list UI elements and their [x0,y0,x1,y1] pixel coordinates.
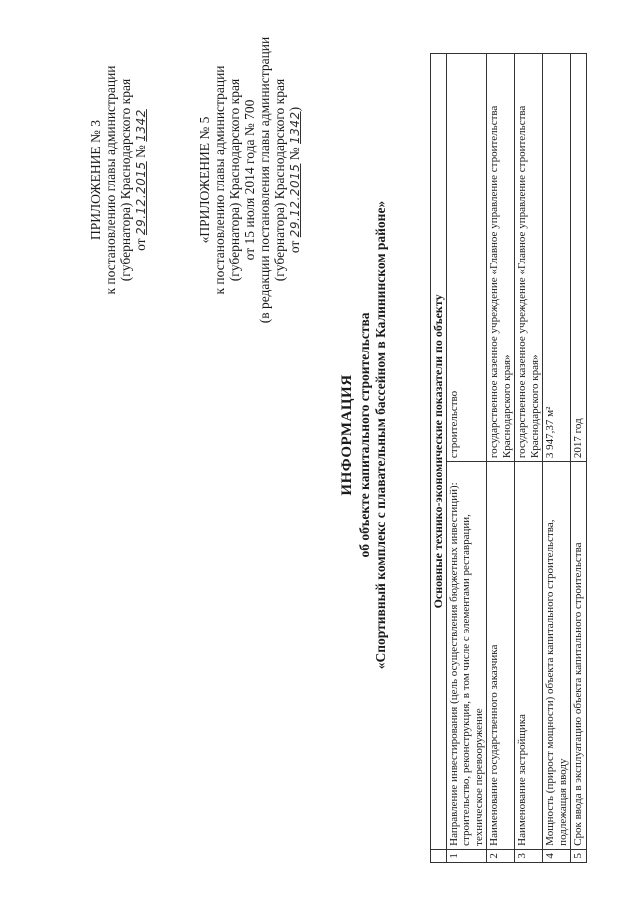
document-heading [338,125,389,745]
table-row [487,54,515,863]
document-subtitle-2: «Спортивный комплекс с плавательным бассейном в Калининском районе» [373,200,388,670]
number-prefix: № [133,145,148,158]
indicators-table [430,53,587,863]
appendix-5-block [197,15,303,345]
appendix-3-line-2: (губернатора) Краснодарского края [118,78,133,282]
table-row [543,54,571,863]
appendix-5-line-1: к постановлению главы администрации [212,65,227,295]
handwritten-date: 29.12.2015 [288,163,302,238]
row-number: 3 [515,849,543,862]
handwritten-date: 29.12.2015 [134,161,148,236]
appendix-5-line-5: (губернатора) Краснодарского края [272,78,287,282]
row-value: 3 947,37 м² [543,54,571,462]
row-number: 4 [543,849,571,862]
row-number: 5 [571,849,587,862]
row-number: 1 [446,849,487,862]
table-row [515,54,543,863]
row-parameter: Наименование застройщика [515,462,543,850]
appendix-5-line-3: от 15 июля 2014 года № 700 [242,99,257,261]
appendix-5-date-line [287,15,303,345]
appendix-3-block [88,55,149,305]
document-subtitle-1: об объекте капитального строительства [357,312,372,558]
appendix-3-line-1: к постановлению главы администрации [103,65,118,295]
appendix-5-title: «ПРИЛОЖЕНИЕ № 5 [197,116,212,244]
row-value: 2017 год [571,54,587,462]
row-value: государственное казенное учреждение «Главное управление строительства Краснодарского края» [487,54,515,462]
table-section-header-row [431,54,447,863]
appendix-3-date-line [133,55,149,305]
table-row [446,54,487,863]
row-value: строительство [446,54,487,462]
date-prefix: от [287,240,302,254]
appendix-5-line-2: (губернатора) Краснодарского края [227,78,242,282]
handwritten-number: 1342 [134,109,148,142]
closing-paren: ) [287,106,302,112]
row-parameter: Направление инвестирования (цель осуществления бюджетных инвестиций): строительство, реконструкция, в том числе с элементами реставрации, техническое перевооружение [446,462,487,850]
table-section-title: Основные технико-экономические показатели по объекту [431,54,447,850]
table-row [571,54,587,863]
appendix-3-title: ПРИЛОЖЕНИЕ № 3 [88,119,103,241]
handwritten-number: 1342 [288,111,302,144]
appendix-5-line-4: (в редакции постановления главы администрации [257,36,272,324]
date-prefix: от [133,238,148,251]
document-title: ИНФОРМАЦИЯ [339,374,355,496]
row-parameter: Срок ввода в эксплуатацию объекта капитального строительства [571,462,587,850]
number-prefix: № [287,147,302,161]
row-parameter: Мощность (прирост мощности) объекта капитального строительства, подлежащая вводу [543,462,571,850]
row-value: государственное казенное учреждение «Главное управление строительства Краснодарского края» [515,54,543,462]
table-cell [431,849,447,862]
row-number: 2 [487,849,515,862]
row-parameter: Наименование государственного заказчика [487,462,515,850]
